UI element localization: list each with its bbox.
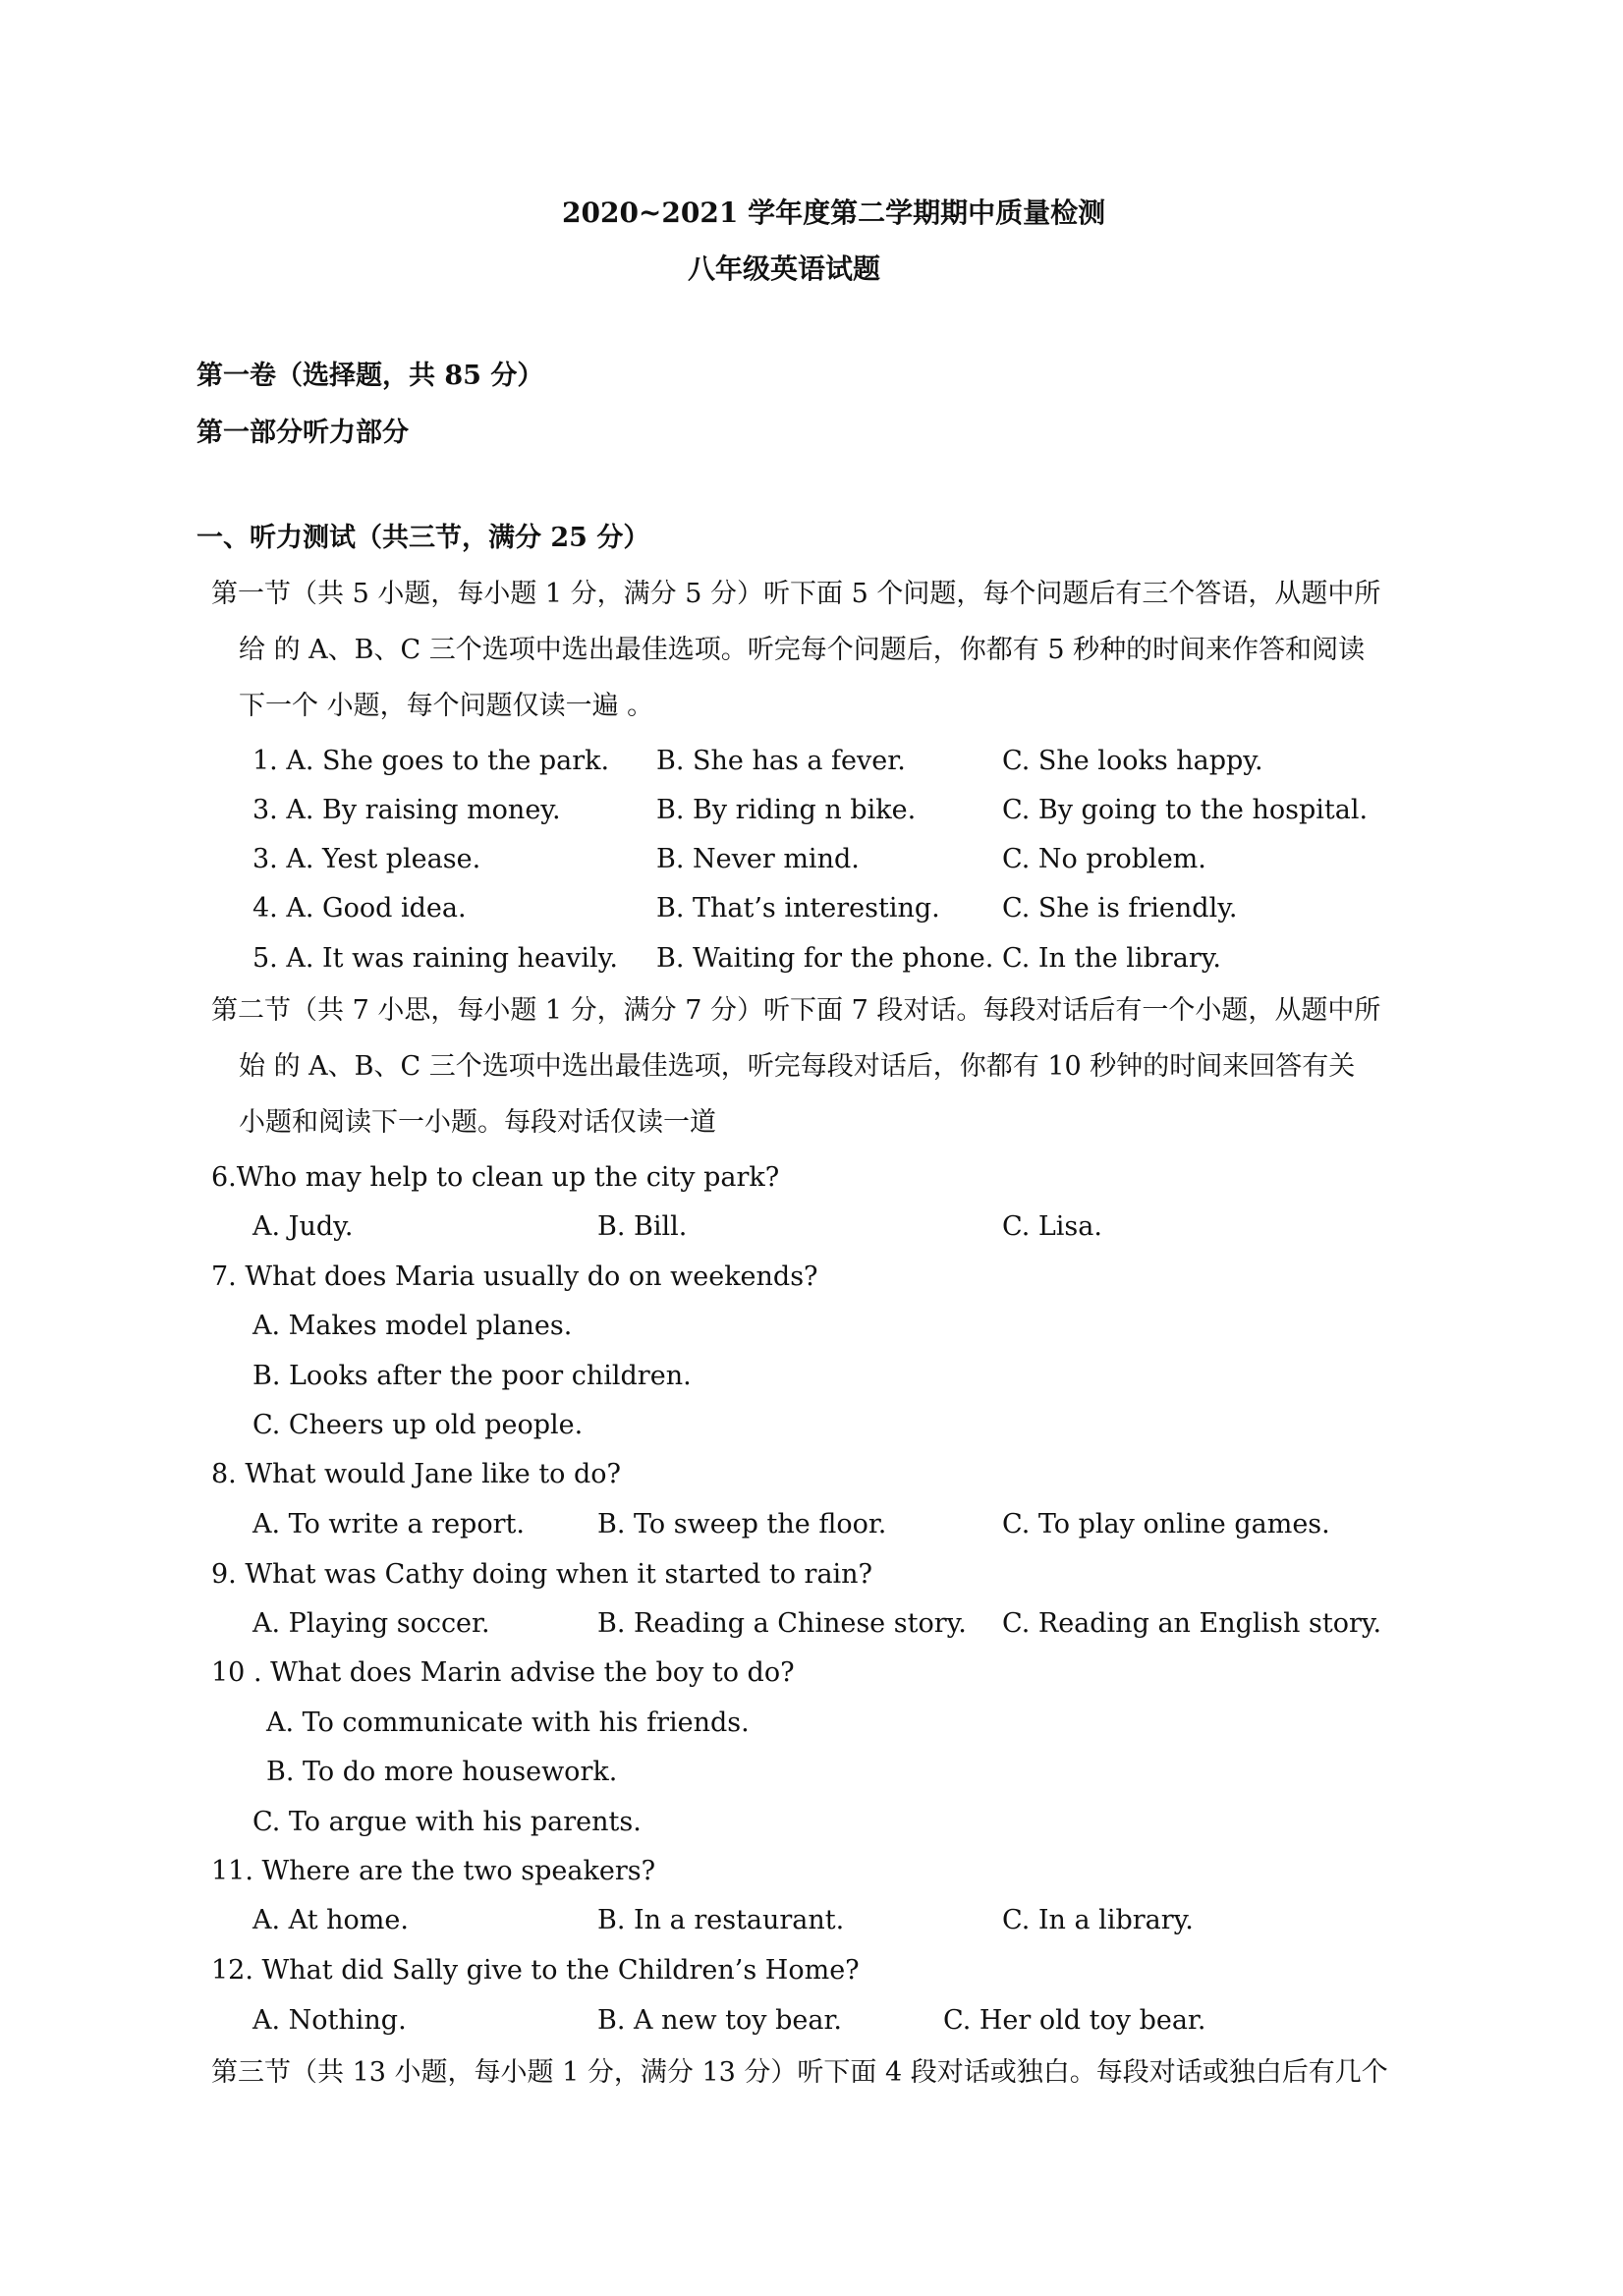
q7-question: 7. What does Maria usually do on weekends? [211, 1261, 818, 1292]
q8-question: 8. What would Jane like to do? [211, 1459, 622, 1489]
exam-title: 2020~2021 学年度第二学期期中质量检测 [562, 196, 1106, 229]
q4-option-a: 4. A. Good idea. [252, 893, 467, 924]
volume-label: 第一卷（选择题，共 85 分） [196, 361, 544, 391]
instruction-2-line-2: 始 的 A、B、C 三个选项中选出最佳选项，听完每段对话后，你都有 10 秒钟的时间来回答有关 [239, 1051, 1356, 1082]
q6-option-c: C. Lisa. [1002, 1211, 1102, 1242]
q7-option-a: A. Makes model planes. [252, 1311, 573, 1341]
q11-option-c: C. In a library. [1002, 1905, 1194, 1935]
q5-option-a: 5. A. It was raining heavily. [252, 943, 618, 974]
q12-question: 12. What did Sally give to the Children’s Home? [211, 1955, 860, 1986]
q8-option-a: A. To write a report. [252, 1509, 525, 1540]
q11-option-b: B. In a restaurant. [597, 1905, 845, 1935]
q1-option-b: B. She has a fever. [656, 746, 906, 776]
q5-option-c: C. In the library. [1002, 943, 1222, 974]
instruction-1-line-3: 下一个 小题，每个问题仅读一遍 。 [239, 691, 654, 721]
q1-option-c: C. She looks happy. [1002, 746, 1263, 776]
q9-option-a: A. Playing soccer. [252, 1608, 490, 1639]
q12-option-c: C. Her old toy bear. [943, 2005, 1206, 2036]
q9-option-c: C. Reading an English story. [1002, 1608, 1382, 1639]
q9-question: 9. What was Cathy doing when it started to rain? [211, 1559, 873, 1590]
q8-option-c: C. To play online games. [1002, 1509, 1330, 1540]
instruction-1-line-2: 给 的 A、B、C 三个选项中选出最佳选项。听完每个问题后，你都有 5 秒种的时间来作答和阅读 [239, 635, 1366, 665]
q5-option-b: B. Waiting for the phone. [656, 943, 994, 974]
q7-option-c: C. Cheers up old people. [252, 1410, 584, 1440]
q3-option-c: C. No problem. [1002, 844, 1206, 874]
q11-option-a: A. At home. [252, 1905, 409, 1935]
q3-option-a: 3. A. Yest please. [252, 844, 481, 874]
q4-option-b: B. That’s interesting. [656, 893, 940, 924]
q2-option-c: C. By going to the hospital. [1002, 795, 1369, 825]
instruction-2-line-3: 小题和阅读下一小题。每段对话仅读一道 [239, 1107, 716, 1138]
q2-option-b: B. By riding n bike. [656, 795, 917, 825]
q10-option-a: A. To communicate with his friends. [266, 1708, 750, 1738]
instruction-3-line-1: 第三节（共 13 小题，每小题 1 分，满分 13 分）听下面 4 段对话或独白。每段对话或独白后有几个 [211, 2057, 1388, 2088]
q6-option-b: B. Bill. [597, 1211, 688, 1242]
instruction-2-line-1: 第二节（共 7 小思，每小题 1 分，满分 7 分）听下面 7 段对话。每段对话后有一个小题，从题中所 [211, 995, 1381, 1026]
q6-option-a: A. Judy. [252, 1211, 354, 1242]
q9-option-b: B. Reading a Chinese story. [597, 1608, 967, 1639]
q10-question: 10 . What does Marin advise the boy to do? [211, 1657, 795, 1688]
q3-option-b: B. Never mind. [656, 844, 860, 874]
q11-question: 11. Where are the two speakers? [211, 1856, 656, 1886]
q10-option-c: C. To argue with his parents. [252, 1807, 642, 1837]
q7-option-b: B. Looks after the poor children. [252, 1361, 692, 1391]
q8-option-b: B. To sweep the floor. [597, 1509, 887, 1540]
q6-question: 6.Who may help to clean up the city park? [211, 1162, 780, 1193]
section-heading: 一、听力测试（共三节，满分 25 分） [196, 523, 650, 553]
q4-option-c: C. She is friendly. [1002, 893, 1238, 924]
instruction-1-line-1: 第一节（共 5 小题，每小题 1 分，满分 5 分）听下面 5 个问题，每个问题后有三个答语，从题中所 [211, 579, 1381, 609]
exam-subtitle: 八年级英语试题 [688, 252, 881, 285]
q12-option-a: A. Nothing. [252, 2005, 407, 2036]
part-label: 第一部分听力部分 [196, 418, 409, 448]
q1-option-a: 1. A. She goes to the park. [252, 746, 610, 776]
q12-option-b: B. A new toy bear. [597, 2005, 842, 2036]
q2-option-a: 3. A. By raising money. [252, 795, 561, 825]
q10-option-b: B. To do more housework. [266, 1757, 618, 1787]
